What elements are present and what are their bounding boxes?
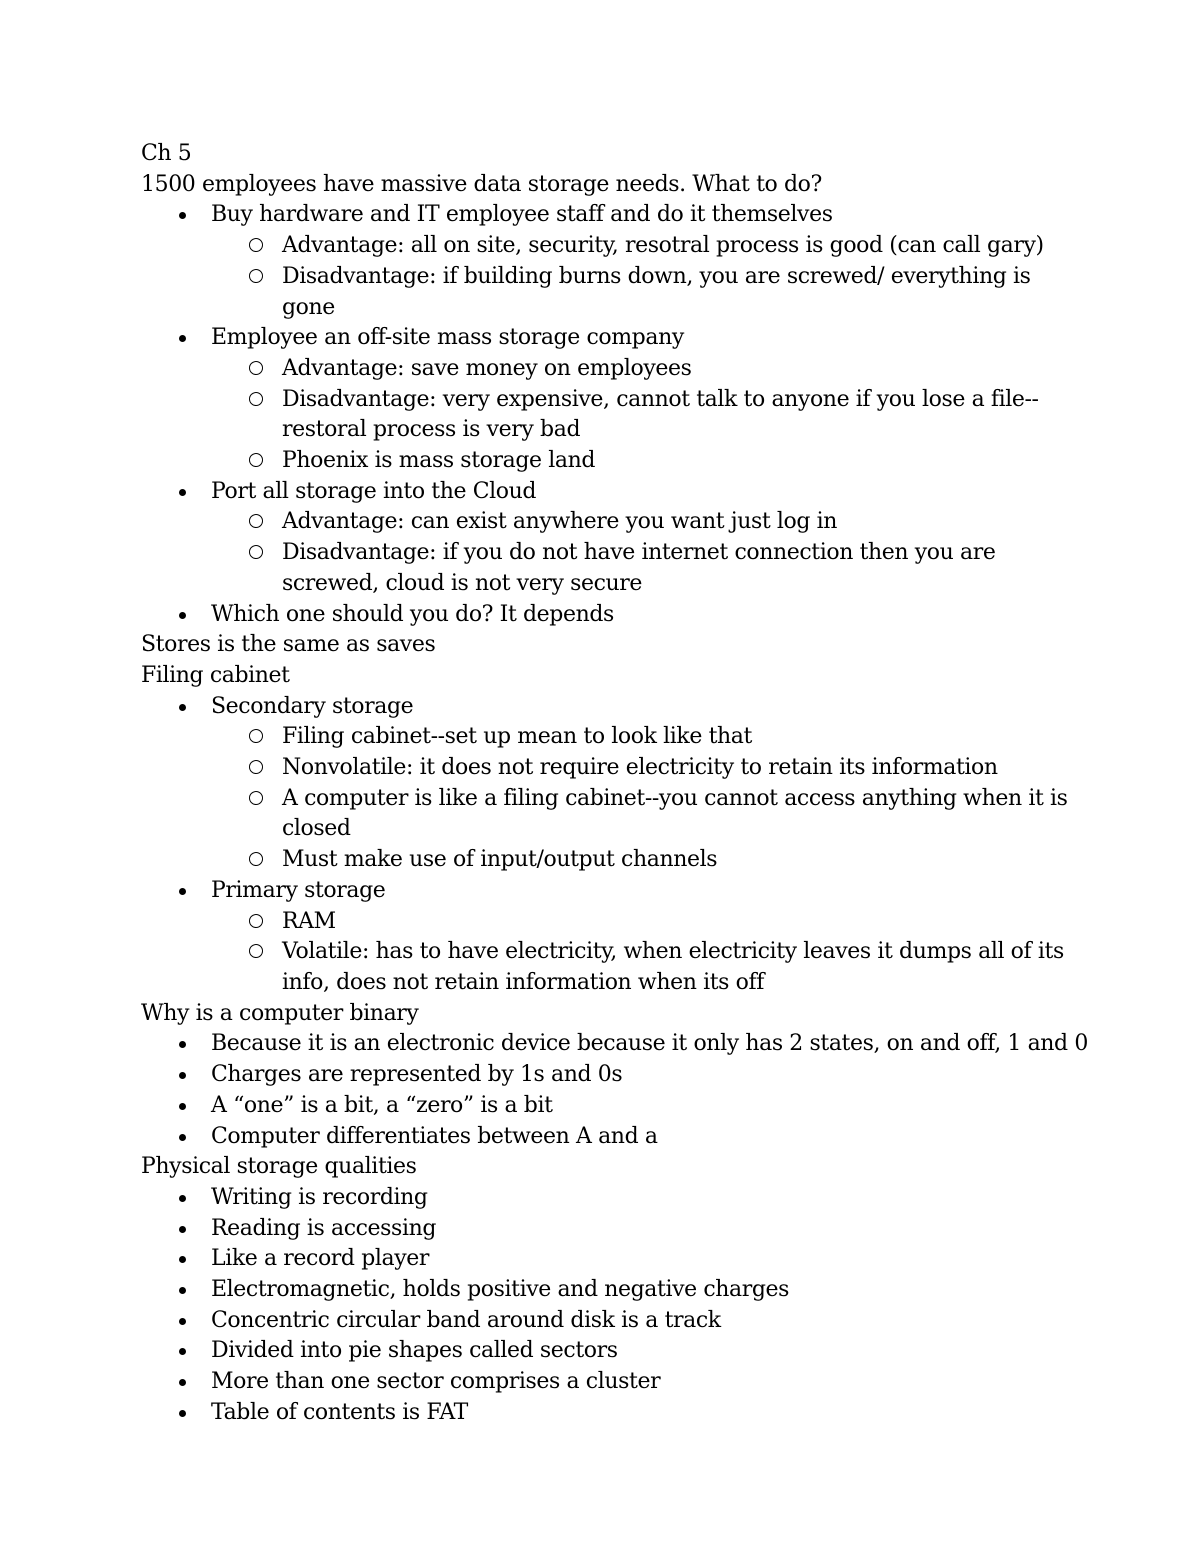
bullet-icon bbox=[179, 1072, 186, 1079]
bullet-icon bbox=[179, 704, 186, 711]
bullet-icon bbox=[179, 888, 186, 895]
circle-bullet-icon bbox=[249, 545, 263, 559]
list-item: Buy hardware and IT employee staff and do it themselves bbox=[141, 200, 1081, 231]
list-item: Like a record player bbox=[141, 1244, 1081, 1275]
list-item: Computer differentiates between A and a bbox=[141, 1122, 1081, 1153]
sub-list-item: Nonvolatile: it does not require electricity to retain its information bbox=[141, 753, 1081, 784]
list-item: Electromagnetic, holds positive and negative charges bbox=[141, 1275, 1081, 1306]
circle-bullet-icon bbox=[249, 269, 263, 283]
list-item: Employee an off-site mass storage company bbox=[141, 323, 1081, 354]
circle-bullet-icon bbox=[249, 361, 263, 375]
bullet-icon bbox=[179, 1410, 186, 1417]
circle-bullet-icon bbox=[249, 729, 263, 743]
list-item: Table of contents is FAT bbox=[141, 1398, 1081, 1429]
bullet-icon bbox=[179, 612, 186, 619]
sub-list-item: Advantage: save money on employees bbox=[141, 354, 1081, 385]
circle-bullet-icon bbox=[249, 392, 263, 406]
list-item: Divided into pie shapes called sectors bbox=[141, 1336, 1081, 1367]
filing-heading: Filing cabinet bbox=[141, 662, 290, 688]
circle-bullet-icon bbox=[249, 791, 263, 805]
chapter-heading: Ch 5 bbox=[141, 141, 192, 166]
list-item: Because it is an electronic device because it only has 2 states, on and off, 1 and 0 bbox=[141, 1029, 1081, 1060]
sub-list-item: Advantage: can exist anywhere you want just log in bbox=[141, 507, 1081, 538]
circle-bullet-icon bbox=[249, 914, 263, 928]
list-item: A “one” is a bit, a “zero” is a bit bbox=[141, 1091, 1081, 1122]
stores-note: Stores is the same as saves bbox=[141, 632, 436, 658]
bullet-icon bbox=[179, 335, 186, 342]
bullet-icon bbox=[179, 1103, 186, 1110]
list-item: Primary storage bbox=[141, 876, 1081, 907]
sub-list-item: Filing cabinet--set up mean to look like that bbox=[141, 722, 1081, 753]
bullet-icon bbox=[179, 1195, 186, 1202]
bullet-icon bbox=[179, 1226, 186, 1233]
sub-list-item: Volatile: has to have electricity, when electricity leaves it dumps all of its info, does not retain information when its off bbox=[141, 937, 1081, 998]
physical-heading: Physical storage qualities bbox=[141, 1154, 417, 1180]
circle-bullet-icon bbox=[249, 514, 263, 528]
notes-body bbox=[141, 139, 1088, 1429]
list-item: Charges are represented by 1s and 0s bbox=[141, 1060, 1081, 1091]
list-item: Which one should you do? It depends bbox=[141, 600, 1081, 631]
sub-list-item: A computer is like a filing cabinet--you cannot access anything when it is closed bbox=[141, 784, 1081, 845]
sub-list-item: Phoenix is mass storage land bbox=[141, 446, 1081, 477]
bullet-icon bbox=[179, 1041, 186, 1048]
list-item: Reading is accessing bbox=[141, 1214, 1081, 1245]
bullet-icon bbox=[179, 1318, 186, 1325]
list-item: Writing is recording bbox=[141, 1183, 1081, 1214]
bullet-icon bbox=[179, 1287, 186, 1294]
list-item: Secondary storage bbox=[141, 692, 1081, 723]
bullet-icon bbox=[179, 212, 186, 219]
list-item: More than one sector comprises a cluster bbox=[141, 1367, 1081, 1398]
circle-bullet-icon bbox=[249, 238, 263, 252]
circle-bullet-icon bbox=[249, 852, 263, 866]
list-item: Port all storage into the Cloud bbox=[141, 477, 1081, 508]
bullet-icon bbox=[179, 1348, 186, 1355]
sub-list-item: Advantage: all on site, security, resotral process is good (can call gary) bbox=[141, 231, 1081, 262]
bullet-icon bbox=[179, 1256, 186, 1263]
sub-list-item: Disadvantage: if you do not have internet connection then you are screwed, cloud is not very secure bbox=[141, 538, 1081, 599]
circle-bullet-icon bbox=[249, 760, 263, 774]
bullet-icon bbox=[179, 1134, 186, 1141]
circle-bullet-icon bbox=[249, 944, 263, 958]
list-item: Concentric circular band around disk is a track bbox=[141, 1306, 1081, 1337]
sub-list-item: Disadvantage: very expensive, cannot talk to anyone if you lose a file--restoral process is very bad bbox=[141, 385, 1081, 446]
sub-list-item: Must make use of input/output channels bbox=[141, 845, 1081, 876]
bullet-icon bbox=[179, 489, 186, 496]
sub-list-item: Disadvantage: if building burns down, you are screwed/ everything is gone bbox=[141, 262, 1081, 323]
bullet-icon bbox=[179, 1379, 186, 1386]
circle-bullet-icon bbox=[249, 453, 263, 467]
binary-heading: Why is a computer binary bbox=[141, 1000, 419, 1026]
sub-list-item: RAM bbox=[141, 907, 1081, 938]
question-text: 1500 employees have massive data storage needs. What to do? bbox=[141, 171, 822, 197]
